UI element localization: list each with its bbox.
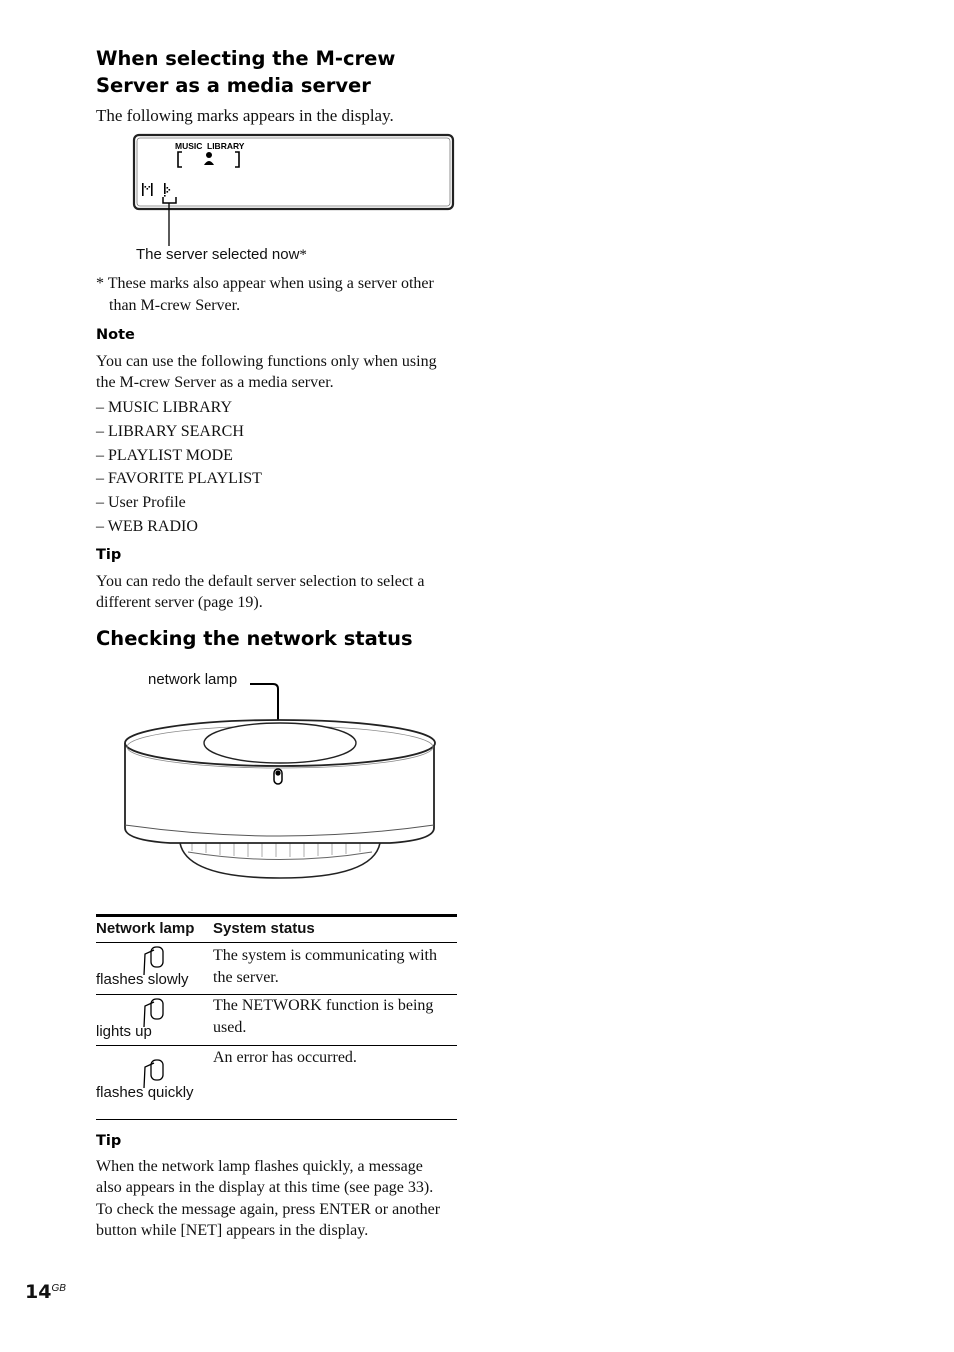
lamp-state-label: lights up	[96, 1023, 152, 1040]
lamp-state-label: flashes slowly	[96, 971, 189, 988]
footnote-line1: These marks also appear when using a server other	[107, 275, 434, 292]
top-display-window	[204, 723, 356, 763]
status-text	[213, 1047, 357, 1069]
note-text-line1: You can use the following functions only when using	[96, 353, 437, 370]
table-row	[96, 995, 457, 1045]
tip-text-line1: You can redo the default server selection to select a	[96, 573, 425, 590]
callout-asterisk: *	[299, 247, 307, 263]
table-header-status: System status	[213, 920, 315, 937]
status-line: the server.	[213, 968, 279, 986]
tip-text-line1: When the network lamp flashes quickly, a message	[96, 1158, 423, 1175]
note-label: Note	[96, 327, 135, 343]
list-item: – FAVORITE PLAYLIST	[96, 470, 262, 488]
page-number-value: 14	[25, 1281, 52, 1303]
list-item: – PLAYLIST MODE	[96, 446, 233, 464]
tip-text-line3: To check the message again, press ENTER or another	[96, 1200, 441, 1218]
intro-text: The following marks appears in the display.	[96, 106, 394, 125]
network-status-heading: Checking the network status	[96, 627, 413, 650]
tip-text-line4: button while [NET] appears in the display.	[96, 1221, 369, 1239]
note-text-line2: the M-crew Server as a media server.	[96, 374, 334, 391]
table-row	[96, 1046, 457, 1119]
tip-label: Tip	[96, 1133, 122, 1149]
footnote-asterisk: *	[96, 275, 104, 292]
network-lamp-label: network lamp	[148, 671, 238, 688]
status-text	[213, 945, 437, 988]
list-item: – WEB RADIO	[96, 517, 198, 535]
status-line: The system is communicating with	[213, 947, 437, 964]
note-function-list	[96, 396, 262, 539]
mark-library: LIBRARY	[207, 141, 245, 151]
section-heading-line2: Server as a media server	[96, 74, 371, 97]
status-line: used.	[213, 1018, 247, 1036]
footnote-line2: than M-crew Server.	[109, 296, 241, 314]
page-number-suffix: GB	[51, 1283, 66, 1294]
tip-text-line2: different server (page 19).	[96, 594, 263, 611]
section-heading-line1: When selecting the M-crew	[96, 47, 396, 70]
table-top-rule	[96, 914, 457, 917]
base-stand	[180, 843, 380, 878]
status-text	[213, 995, 433, 1038]
tip-text-line2: also appears in the display at this time (see page 33).	[96, 1179, 434, 1197]
table-bottom-rule	[96, 1119, 457, 1120]
status-line: The NETWORK function is being	[213, 997, 434, 1014]
note-text	[96, 351, 437, 393]
list-item: – MUSIC LIBRARY	[96, 399, 233, 416]
lamp-state-label: flashes quickly	[96, 1084, 194, 1101]
section-heading-mcrew	[96, 45, 395, 99]
list-item: – User Profile	[96, 494, 186, 512]
table-row	[96, 943, 457, 994]
tip-text	[96, 1156, 440, 1241]
callout-text	[136, 246, 307, 264]
mark-music: MUSIC	[175, 141, 203, 151]
list-item: – LIBRARY SEARCH	[96, 422, 244, 440]
table-header-lamp: Network lamp	[96, 920, 195, 937]
speaker-unit-illustration	[110, 675, 450, 885]
tip-text	[96, 571, 424, 613]
callout-label: The server selected now	[136, 246, 300, 263]
tip-label: Tip	[96, 547, 122, 563]
footnote	[96, 273, 434, 316]
status-line: An error has occurred.	[213, 1049, 357, 1066]
page-number	[25, 1281, 66, 1303]
